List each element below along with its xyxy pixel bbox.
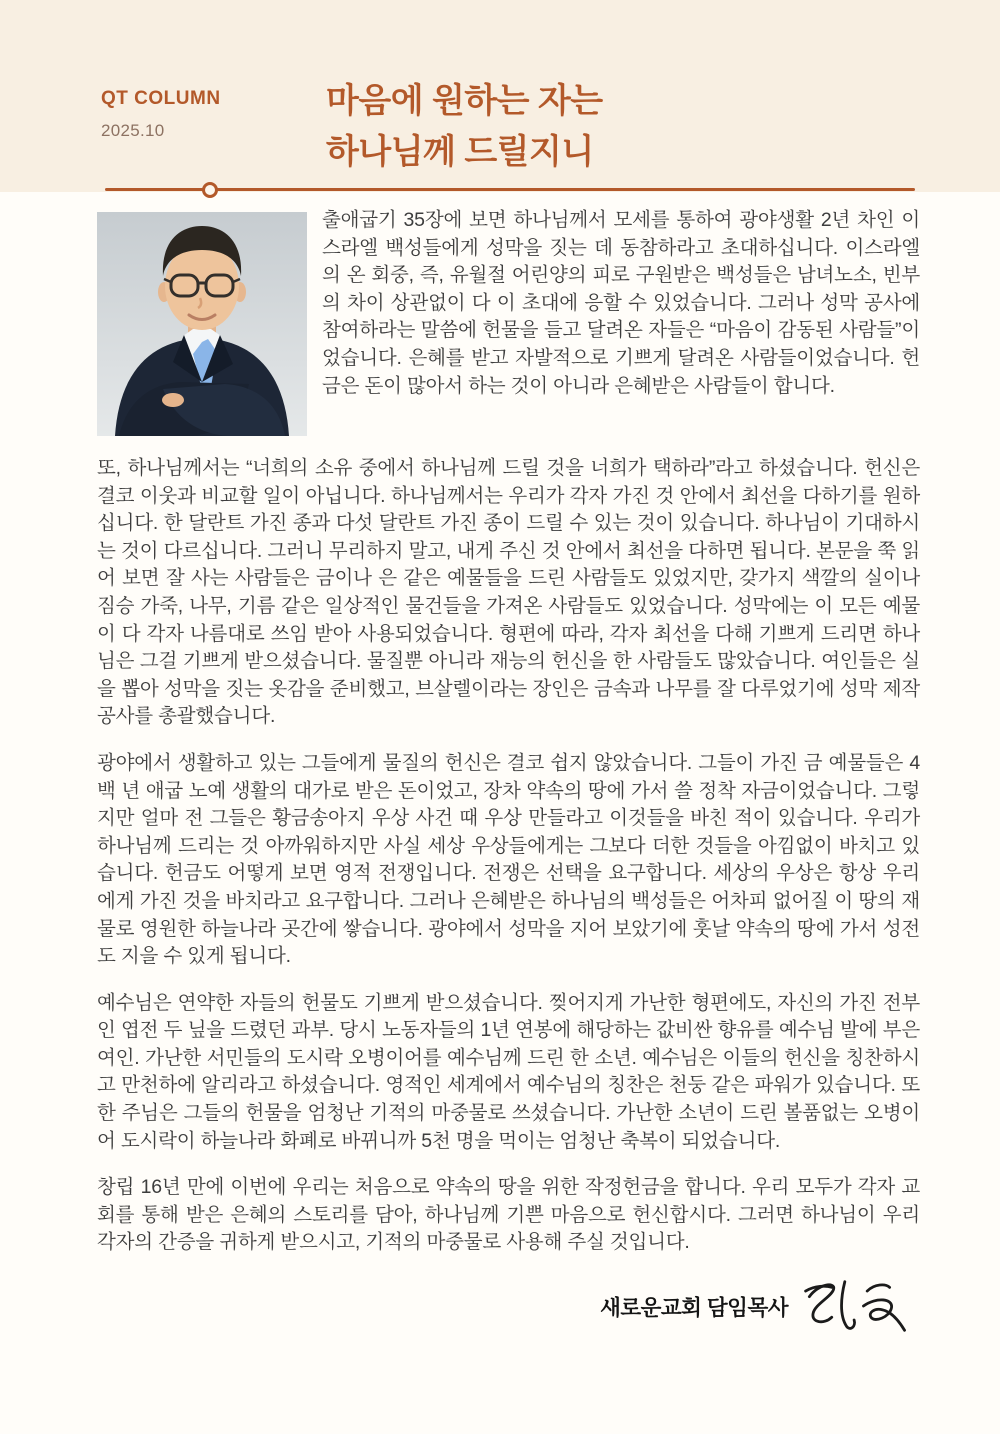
- kicker-label: QT COLUMN: [101, 88, 221, 109]
- paragraph-1: 출애굽기 35장에 보면 하나님께서 모세를 통하여 광야생활 2년 차인 이스라엘 백성들에게 성막을 짓는 데 동참하라고 초대하십니다. 이스라엘의 온 회중, 즉, 유월절 어린양의 피로 구원받은 백성들은 남녀노소, 빈부의 차이 상관없이 다 이 초대에 응할 수 있었습니다. 그러나 성막 공사에 참여하라는 말씀에 헌물을 들고 달려온 자들은 “마음이 감동된 사람들”이었습니다. 은혜를 받고 자발적으로 기쁘게 달려온 사람들이었습니다. 헌금은 돈이 많아서 하는 것이 아니라 은혜받은 사람들이 합니다.: [322, 209, 920, 397]
- article-body: [0, 192, 1000, 1336]
- byline: [97, 1276, 920, 1336]
- issue-date: 2025.10: [101, 121, 165, 140]
- paragraph-3: 광야에서 생활하고 있는 그들에게 물질의 헌신은 결코 쉽지 않았습니다. 그들이 가진 금 예물들은 4백 년 애굽 노예 생활의 대가로 받은 돈이었고, 장차 약속의 땅에 가서 쓸 정착 자금이었습니다. 그렇지만 얼마 전 그들은 황금송아지 우상 사건 때 우상 만들라고 이것들을 바친 적이 있습니다. 우리가 하나님께 드리는 것 아까워하지만 사실 세상 우상들에게는 그보다 더한 것들을 아낌없이 바치고 있습니다. 헌금도 어떻게 보면 영적 전쟁입니다. 전쟁은 선택을 요구합니다. 세상의 우상은 항상 우리에게 가진 것을 바치라고 요구합니다. 그러나 은혜받은 하나님의 백성들은 어차피 없어질 이 땅의 재물로 영원한 하늘나라 곳간에 쌓습니다. 광야에서 성막을 지어 보았기에 훗날 약속의 땅에 가서 성전도 지을 수 있게 됩니다.: [97, 751, 920, 968]
- pastor-portrait-illustration: [97, 212, 307, 436]
- section-divider: [105, 188, 915, 191]
- column-title-line1: 마음에 원하는 자는: [326, 82, 603, 120]
- lead-section: [97, 209, 920, 436]
- column-title: [326, 76, 603, 178]
- paragraph-2: 또, 하나님께서는 “너희의 소유 중에서 하나님께 드릴 것을 너희가 택하라”라고 하셨습니다. 헌신은 결코 이웃과 비교할 일이 아닙니다. 하나님께서는 우리가 각자 가진 것 안에서 최선을 다하기를 원하십니다. 한 달란트 가진 종과 다섯 달란트 가진 종이 드릴 수 있는 것이 있습니다. 하나님이 기대하시는 것이 다르십니다. 그러니 무리하지 말고, 내게 주신 것 안에서 최선을 다하면 됩니다. 본문을 쭉 읽어 보면 잘 사는 사람들은 금이나 은 같은 예물들을 드린 사람들도 있었지만, 갖가지 색깔의 실이나 짐승 가죽, 나무, 기름 같은 일상적인 물건들을 가져온 사람들도 있었습니다. 성막에는 이 모든 예물이 다 각자 나름대로 쓰임 받아 사용되었습니다. 형편에 따라, 각자 최선을 다해 기쁘게 드리면 하나님은 그걸 기쁘게 받으셨습니다. 물질뿐 아니라 재능의 헌신을 한 사람들도 많았습니다. 여인들은 실을 뽑아 성막을 짓는 옷감을 준비했고, 브살렐이라는 장인은 금속과 나무를 잘 다루었기에 성막 제작 공사를 총괄했습니다.: [97, 457, 920, 728]
- paragraph-5: 창립 16년 만에 이번에 우리는 처음으로 약속의 땅을 위한 작정헌금을 합니다. 우리 모두가 각자 교회를 통해 받은 은혜의 스토리를 담아, 하나님께 기쁜 마음으로 헌신합시다. 그러면 하나님이 우리 각자의 간증을 귀하게 받으시고, 기적의 마중물로 사용해 주실 것입니다.: [97, 1176, 920, 1254]
- column-title-line2: 하나님께 드릴지니: [326, 133, 594, 171]
- paragraph-4: 예수님은 연약한 자들의 헌물도 기쁘게 받으셨습니다. 찢어지게 가난한 형편에도, 자신의 가진 전부인 엽전 두 닢을 드렸던 과부. 당시 노동자들의 1년 연봉에 해당하는 값비싼 향유를 예수님 발에 부은 여인. 가난한 서민들의 도시락 오병이어를 예수님께 드린 한 소년. 예수님은 이들의 헌신을 칭찬하시고 만천하에 알리라고 하셨습니다. 영적인 세계에서 예수님의 칭찬은 천둥 같은 파워가 있습니다. 또한 주님은 그들의 헌물을 엄청난 기적의 마중물로 쓰셨습니다. 가난한 소년이 드린 볼품없는 오병이어 도시락이 하늘나라 화폐로 바뀌니까 5천 명을 먹이는 엄청난 축복이 되었습니다.: [97, 991, 920, 1152]
- divider-ring-icon: [202, 182, 218, 198]
- masthead: [0, 0, 1000, 192]
- author-portrait-photo: [97, 212, 307, 436]
- handwritten-signature-icon: [800, 1276, 912, 1336]
- author-title: 새로운교회 담임목사: [600, 1295, 788, 1320]
